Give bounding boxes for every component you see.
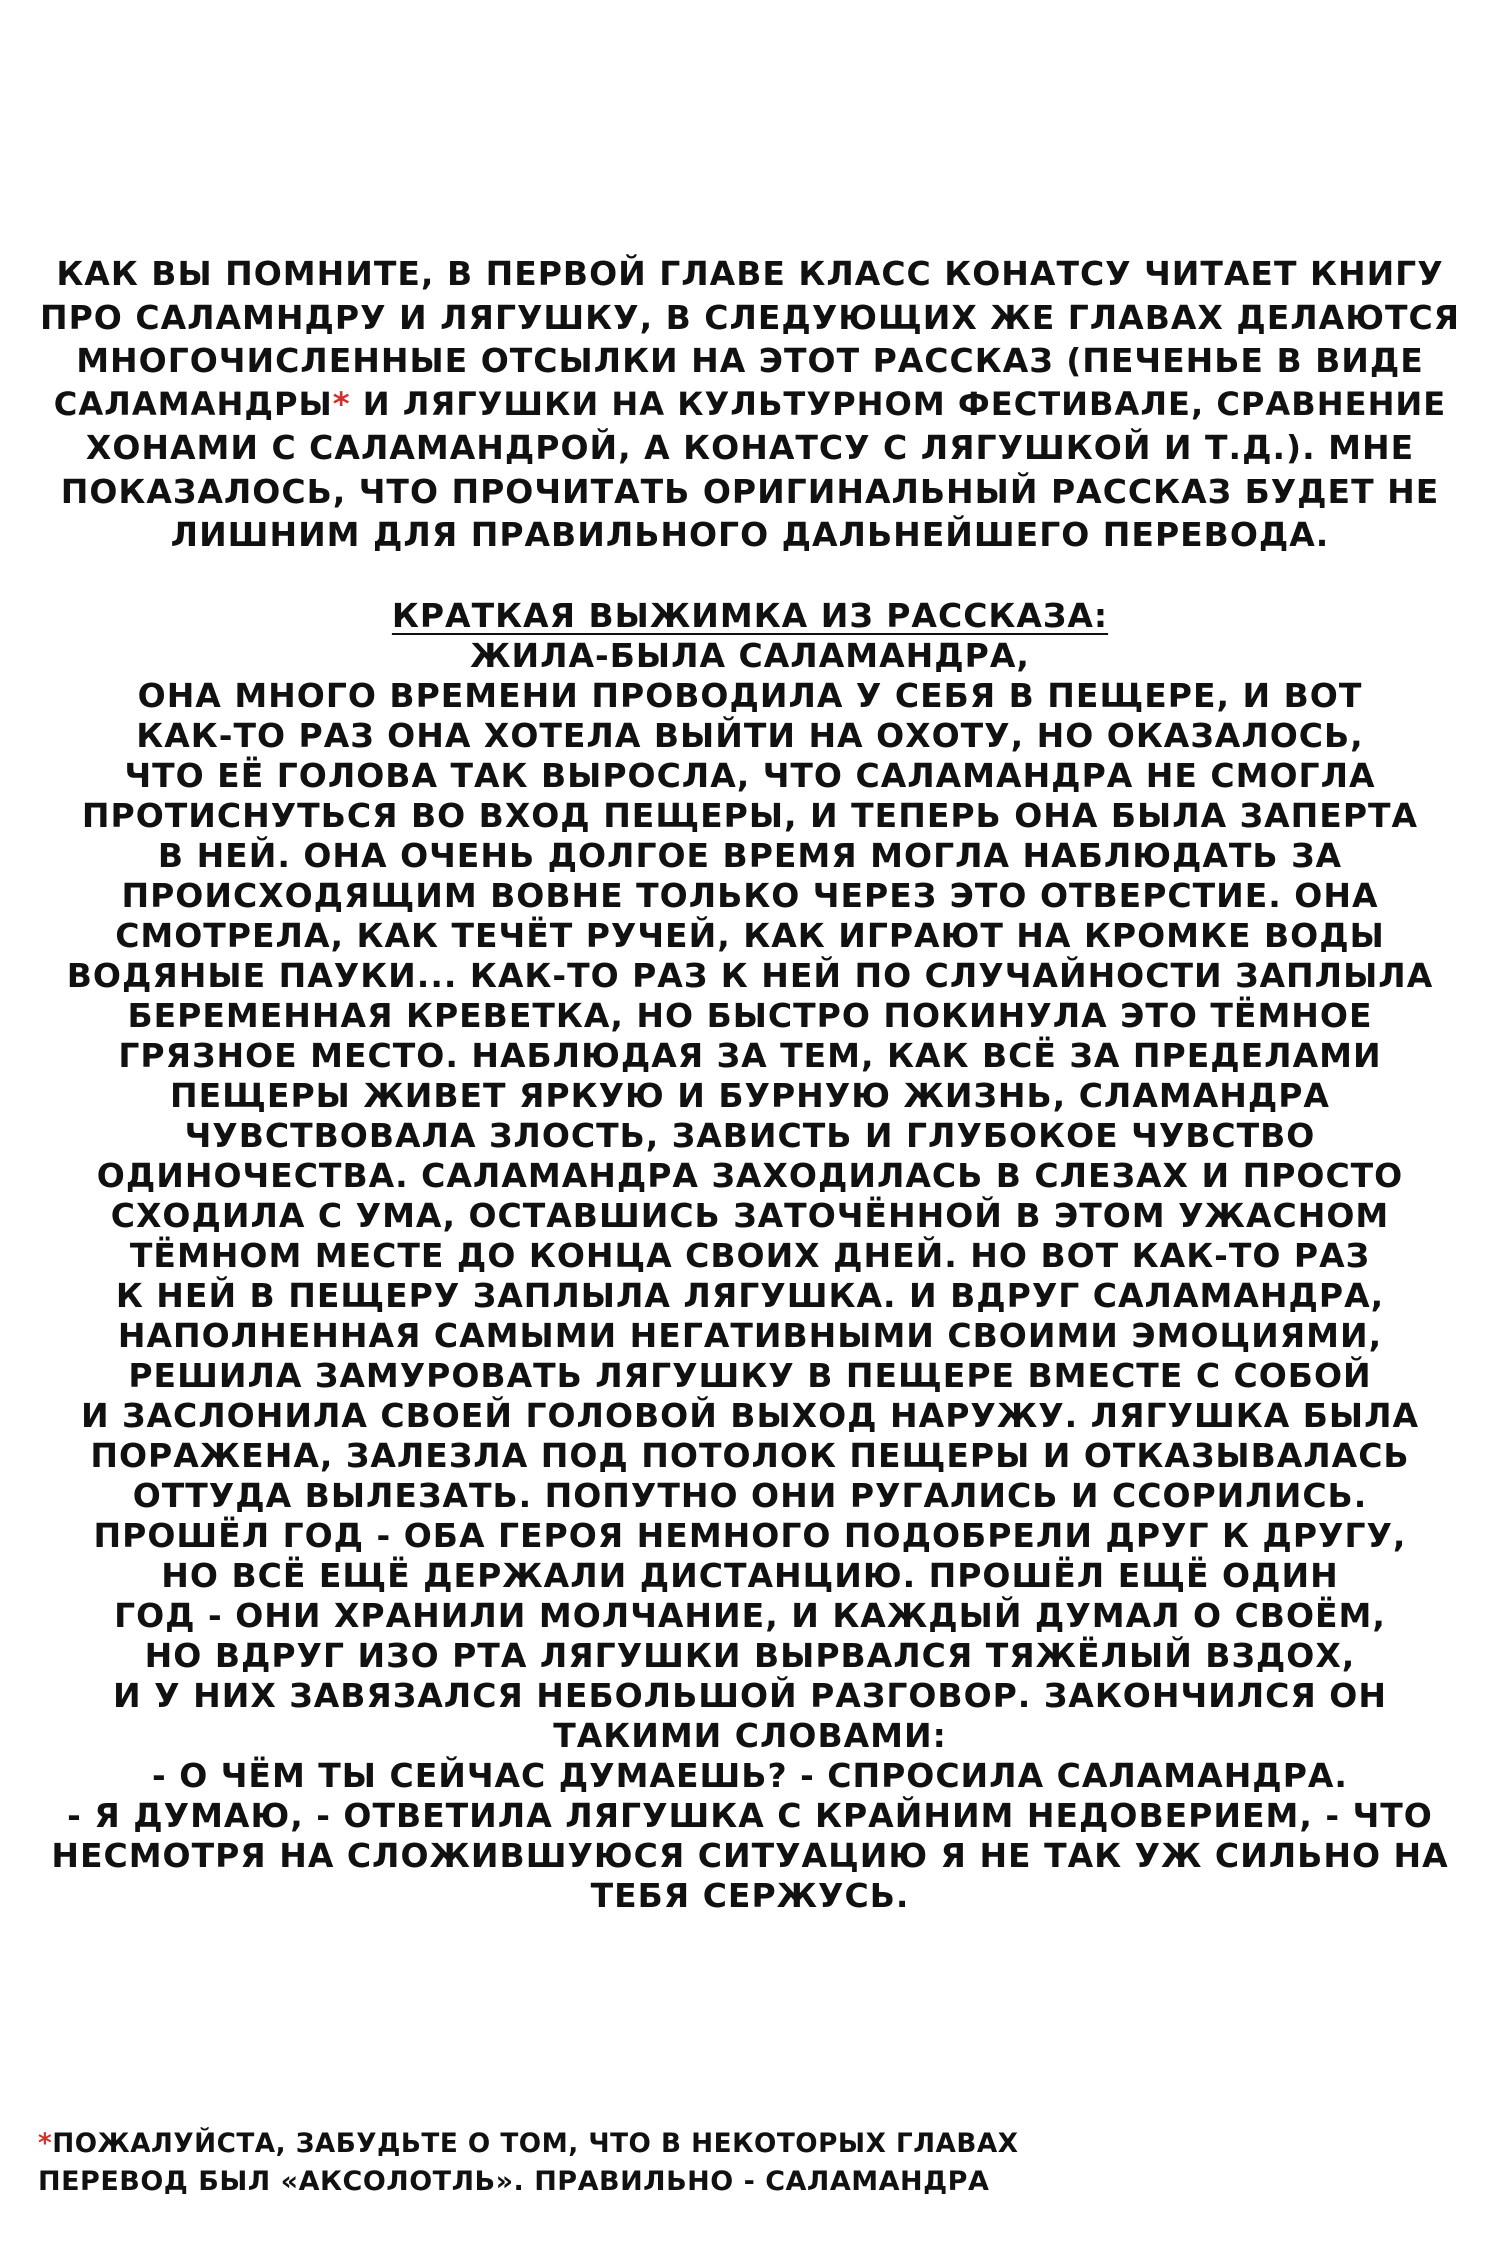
story-line: НО ВСЁ ЕЩЁ ДЕРЖАЛИ ДИСТАНЦИЮ. ПРОШЁЛ ЕЩЁ ОДИН: [161, 1556, 1339, 1595]
story-line: НАПОЛНЕННАЯ САМЫМИ НЕГАТИВНЫМИ СВОИМИ ЭМОЦИЯМИ,: [117, 1316, 1383, 1355]
story-line: СМОТРЕЛА, КАК ТЕЧЁТ РУЧЕЙ, КАК ИГРАЮТ НА КРОМКЕ ВОДЫ: [115, 916, 1385, 955]
story-line: ПРОШЁЛ ГОД - ОБА ГЕРОЯ НЕМНОГО ПОДОБРЕЛИ ДРУГ К ДРУГУ,: [93, 1516, 1407, 1555]
story-line: ЖИЛА-БЫЛА САЛАМАНДРА,: [470, 636, 1030, 675]
story-line: - Я ДУМАЮ, - ОТВЕТИЛА ЛЯГУШКА С КРАЙНИМ НЕДОВЕРИЕМ, - ЧТО: [67, 1796, 1433, 1835]
story-line: ОТТУДА ВЫЛЕЗАТЬ. ПОПУТНО ОНИ РУГАЛИСЬ И ССОРИЛИСЬ.: [132, 1476, 1368, 1515]
footnote-line: ПЕРЕВОД БЫЛ «АКСОЛОТЛЬ». ПРАВИЛЬНО - САЛАМАНДРА: [38, 2166, 990, 2197]
story-line: НО ВДРУГ ИЗО РТА ЛЯГУШКИ ВЫРВАЛСЯ ТЯЖЁЛЫЙ ВЗДОХ,: [144, 1636, 1356, 1675]
story-line: СХОДИЛА С УМА, ОСТАВШИСЬ ЗАТОЧЁННОЙ В ЭТОМ УЖАСНОМ: [110, 1196, 1390, 1235]
intro-line-prefix: САЛАМАНДРЫ: [53, 384, 333, 423]
footnote-line: ПОЖАЛУЙСТА, ЗАБУДЬТЕ О ТОМ, ЧТО В НЕКОТОРЫХ ГЛАВАХ: [52, 2129, 1019, 2159]
story-line: РЕШИЛА ЗАМУРОВАТЬ ЛЯГУШКУ В ПЕЩЕРЕ ВМЕСТЕ С СОБОЙ: [128, 1356, 1372, 1395]
story-line: ЧТО ЕЁ ГОЛОВА ТАК ВЫРОСЛА, ЧТО САЛАМАНДРА НЕ СМОГЛА: [124, 756, 1376, 795]
footnote: [38, 2126, 1038, 2200]
story-line: ВОДЯНЫЕ ПАУКИ... КАК-ТО РАЗ К НЕЙ ПО СЛУЧАЙНОСТИ ЗАПЛЫЛА: [66, 956, 1434, 995]
intro-line: ПОКАЗАЛОСЬ, ЧТО ПРОЧИТАТЬ ОРИГИНАЛЬНЫЙ РАССКАЗ БУДЕТ НЕ: [60, 471, 1440, 511]
intro-line: МНОГОЧИСЛЕННЫЕ ОТСЫЛКИ НА ЭТОТ РАССКАЗ (ПЕЧЕНЬЕ В ВИДЕ: [76, 341, 1424, 380]
footnote-asterisk-mark: *: [332, 384, 351, 423]
story-line: - О ЧЁМ ТЫ СЕЙЧАС ДУМАЕШЬ? - СПРОСИЛА САЛАМАНДРА.: [152, 1756, 1348, 1795]
intro-line: ЛИШНИМ ДЛЯ ПРАВИЛЬНОГО ДАЛЬНЕЙШЕГО ПЕРЕВОДА.: [170, 515, 1330, 554]
story-line: ПРОИСХОДЯЩИМ ВОВНЕ ТОЛЬКО ЧЕРЕЗ ЭТО ОТВЕРСТИЕ. ОНА: [121, 876, 1379, 915]
story-line: БЕРЕМЕННАЯ КРЕВЕТКА, НО БЫСТРО ПОКИНУЛА ЭТО ТЁМНОЕ: [127, 996, 1373, 1035]
story-line: В НЕЙ. ОНА ОЧЕНЬ ДОЛГОЕ ВРЕМЯ МОГЛА НАБЛЮДАТЬ ЗА: [157, 836, 1343, 875]
story-summary: [40, 596, 1460, 1916]
intro-line-rest: И ЛЯГУШКИ НА КУЛЬТУРНОМ ФЕСТИВАЛЕ, СРАВНЕНИЕ: [362, 384, 1447, 423]
story-line: ТЁМНОМ МЕСТЕ ДО КОНЦА СВОИХ ДНЕЙ. НО ВОТ КАК-ТО РАЗ: [129, 1236, 1371, 1275]
story-line: И ЗАСЛОНИЛА СВОЕЙ ГОЛОВОЙ ВЫХОД НАРУЖУ. ЛЯГУШКА БЫЛА: [80, 1396, 1420, 1435]
intro-line: [40, 383, 1460, 427]
intro-line: КАК ВЫ ПОМНИТЕ, В ПЕРВОЙ ГЛАВЕ КЛАСС КОНАТСУ ЧИТАЕТ КНИГУ: [56, 254, 1444, 293]
story-line: ПОРАЖЕНА, ЗАЛЕЗЛА ПОД ПОТОЛОК ПЕЩЕРЫ И ОТКАЗЫВАЛАСЬ: [90, 1436, 1410, 1475]
intro-line: ХОНАМИ С САЛАМАНДРОЙ, А КОНАТСУ С ЛЯГУШКОЙ И Т.Д.). МНЕ: [85, 428, 1415, 467]
story-line: ГОД - ОНИ ХРАНИЛИ МОЛЧАНИЕ, И КАЖДЫЙ ДУМАЛ О СВОЁМ,: [114, 1596, 1386, 1635]
story-line: ОДИНОЧЕСТВА. САЛАМАНДРА ЗАХОДИЛАСЬ В СЛЕЗАХ И ПРОСТО: [96, 1156, 1404, 1195]
intro-paragraph: [40, 252, 1460, 557]
story-line: КАК-ТО РАЗ ОНА ХОТЕЛА ВЫЙТИ НА ОХОТУ, НО ОКАЗАЛОСЬ,: [136, 716, 1364, 755]
story-line: К НЕЙ В ПЕЩЕРУ ЗАПЛЫЛА ЛЯГУШКА. И ВДРУГ САЛАМАНДРА,: [115, 1276, 1385, 1315]
story-line: ГРЯЗНОЕ МЕСТО. НАБЛЮДАЯ ЗА ТЕМ, КАК ВСЁ ЗА ПРЕДЕЛАМИ: [118, 1036, 1382, 1075]
story-line: ТАКИМИ СЛОВАМИ:: [553, 1716, 947, 1755]
story-line: И У НИХ ЗАВЯЗАЛСЯ НЕБОЛЬШОЙ РАЗГОВОР. ЗАКОНЧИЛСЯ ОН: [113, 1676, 1387, 1715]
story-line: ПЕЩЕРЫ ЖИВЕТ ЯРКУЮ И БУРНУЮ ЖИЗНЬ, СЛАМАНДРА: [170, 1076, 1330, 1115]
story-line: ОНА МНОГО ВРЕМЕНИ ПРОВОДИЛА У СЕБЯ В ПЕЩЕРЕ, И ВОТ: [137, 676, 1363, 715]
intro-line: ПРО САЛАМНДРУ И ЛЯГУШКУ, В СЛЕДУЮЩИХ ЖЕ ГЛАВАХ ДЕЛАЮТСЯ: [40, 297, 1461, 337]
story-title: КРАТКАЯ ВЫЖИМКА ИЗ РАССКАЗА:: [391, 596, 1109, 635]
story-line: ЧУВСТВОВАЛА ЗЛОСТЬ, ЗАВИСТЬ И ГЛУБОКОЕ ЧУВСТВО: [184, 1116, 1316, 1155]
story-line: ПРОТИСНУТЬСЯ ВО ВХОД ПЕЩЕРЫ, И ТЕПЕРЬ ОНА БЫЛА ЗАПЕРТА: [81, 796, 1419, 835]
footnote-asterisk: *: [38, 2129, 53, 2159]
story-line: НЕСМОТРЯ НА СЛОЖИВШУЮСЯ СИТУАЦИЮ Я НЕ ТАК УЖ СИЛЬНО НА: [51, 1836, 1449, 1875]
story-line: ТЕБЯ СЕРЖУСЬ.: [590, 1876, 910, 1915]
